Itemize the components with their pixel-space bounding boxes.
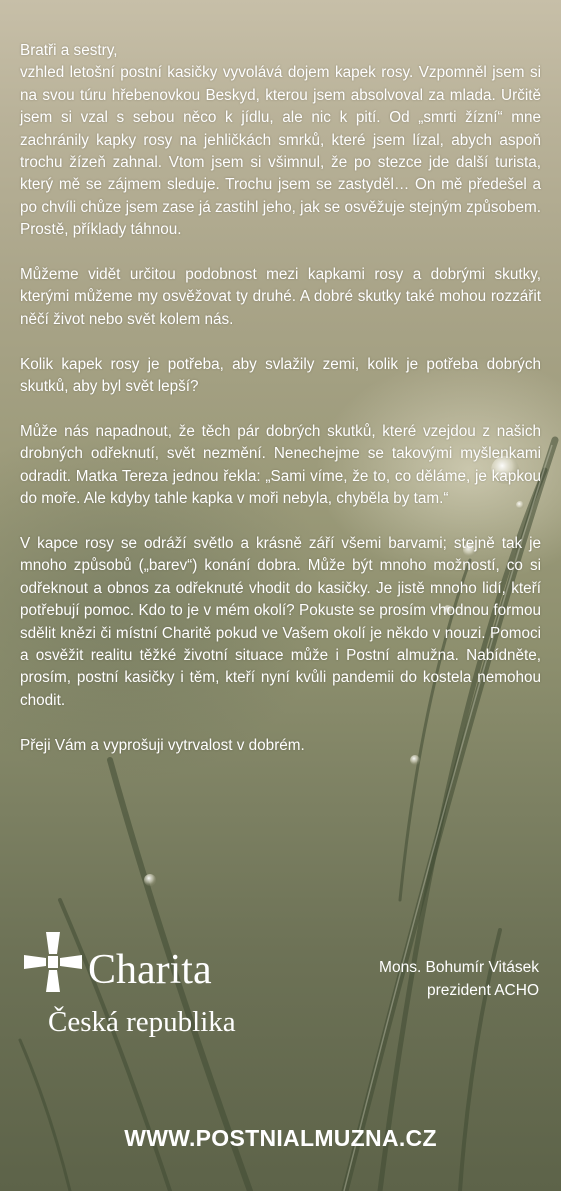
logo-name: Charita (88, 947, 212, 993)
charita-cross-icon (22, 930, 84, 994)
signature-title: prezident ACHO (427, 982, 539, 999)
letter-paragraph-1: vzhled letošní postní kasičky vyvolává dojem kapek rosy. Vzpomněl jsem si na svou túru hřebenovkou Beskyd, kterou jsem absolvoval za mlada. Určitě jsem si vzal s sebou něco k jídlu, ale nic k pití. Od „smrti žízní“ mne zachránily kapky rosy na jehličkách smrků, které jsem lízal, abych aspoň trochu žízeň zahnal. Vtom jsem si všimnul, že po stezce jde další turista, který mě se zájmem sleduje. Trochu jsem se zastyděl… On mě předešel a po chvíli chůze jsem zase já zastihl jeho, jak se osvěžuje stejným způsobem. Prostě, příklady táhnou. (20, 64, 541, 239)
letter-body (20, 40, 541, 779)
letter-closing: Přeji Vám a vyprošuji vytrvalost v dobrém. (20, 736, 305, 754)
letter-paragraph-3: Kolik kapek rosy je potřeba, aby svlažily zemi, kolik je potřeba dobrých skutků, aby byl svět lepší? (20, 355, 541, 396)
website-link[interactable]: WWW.POSTNIALMUZNA.CZ (124, 1125, 437, 1151)
logo-subtitle: Česká republika (48, 1006, 236, 1038)
letter-paragraph-5: V kapce rosy se odráží světlo a krásně září všemi barvami; stejně tak je mnoho způsobů („barev“) konání dobra. Může být mnoho možností, co si odřeknout a obnos za odřeknuté vhodit do kasičky. Je jistě mnoho lidí, kteří potřebují pomoc. Kdo to je v mém okolí? Pokuste se prosím vhodnou formou sdělit knězi či místní Charitě pokud ve Vašem okolí je někdo v nouzi. Pomoci a osvěžit realitu těžké životní situace může i Postní almužna. Nabídněte, prosím, postní kasičky i těm, kteří nyní kvůli pandemii do kostela nemohou chodit. (20, 534, 541, 709)
signature (379, 956, 539, 1002)
signature-name: Mons. Bohumír Vitásek (379, 959, 539, 976)
letter-greeting: Bratři a sestry, (20, 42, 118, 59)
letter-paragraph-4: Může nás napadnout, že těch pár dobrých skutků, které vzejdou z našich drobných odřeknutí, svět nezmění. Nenechejme se takovými myšlenkami odradit. Matka Tereza jednou řekla: „Sami víme, že to, co děláme, je kapkou do moře. Ale kdyby tahle kapka v moři nebyla, chyběla by tam.“ (20, 422, 541, 508)
charita-logo (22, 929, 262, 1059)
letter-paragraph-2: Můžeme vidět určitou podobnost mezi kapkami rosy a dobrými skutky, kterými můžeme my osvěžovat ty druhé. A dobré skutky také mohou rozzářit něčí život nebo svět kolem nás. (20, 266, 541, 328)
